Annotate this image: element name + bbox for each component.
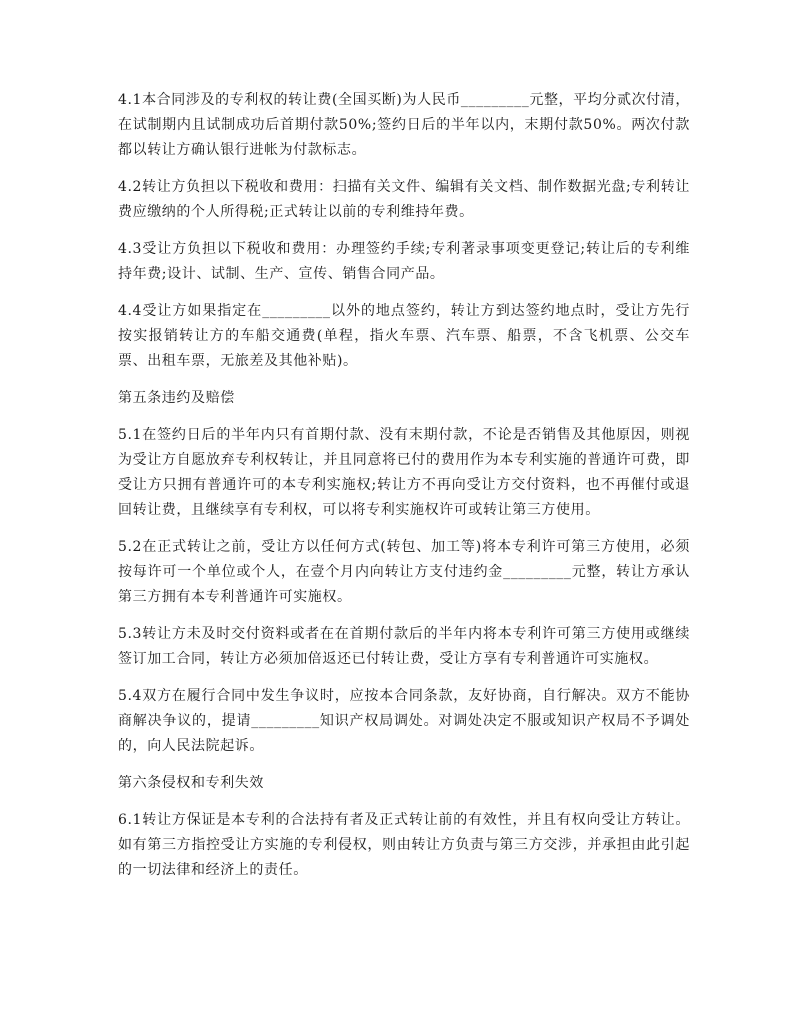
clause-5-1: 5.1在签约日后的半年内只有首期付款、没有末期付款，不论是否销售及其他原因，则视为受让方自愿放弃专利权转让，并且同意将已付的费用作为本专利实施的普通许可费，即受让方只拥有普通许可的本专利实施权;转让方不再向受让方交付资料，也不再催付或退回转让费，且继续享有专利权，可以将专利实施权许可或转让第三方使用。	[118, 427, 690, 518]
clause-5-4: 5.4双方在履行合同中发生争议时，应按本合同条款，友好协商，自行解决。双方不能协商解决争议的，提请_________知识产权局调处。对调处决定不服或知识产权局不予调处的，向人民法院起诉。	[118, 688, 690, 754]
clause-6-1: 6.1转让方保证是本专利的合法持有者及正式转让前的有效性，并且有权向受让方转让。如有第三方指控受让方实施的专利侵权，则由转让方负责与第三方交涉，并承担由此引起的一切法律和经济上的责任。	[118, 812, 690, 878]
clause-4-3: 4.3受让方负担以下税收和费用：办理签约手续;专利著录事项变更登记;转让后的专利维持年费;设计、试制、生产、宣传、销售合同产品。	[118, 241, 690, 282]
clause-4-1: 4.1本合同涉及的专利权的转让费(全国买断)为人民币_________元整，平均分贰次付清，在试制期内且试制成功后首期付款50%;签约日后的半年以内，末期付款50%。两次付款都以转让方确认银行进帐为付款标志。	[118, 92, 690, 158]
section-heading-6: 第六条侵权和专利失效	[118, 775, 264, 791]
clause-4-4: 4.4受让方如果指定在_________以外的地点签约，转让方到达签约地点时，受让方先行按实报销转让方的车船交通费(单程，指火车票、汽车票、船票，不含飞机票、公交车票、出租车票，无旅差及其他补贴)。	[118, 303, 690, 369]
clause-5-3: 5.3转让方未及时交付资料或者在在首期付款后的半年内将本专利许可第三方使用或继续签订加工合同，转让方必须加倍返还已付转让费，受让方享有专利普通许可实施权。	[118, 626, 690, 667]
clause-4-2: 4.2转让方负担以下税收和费用：扫描有关文件、编辑有关文档、制作数据光盘;专利转让费应缴纳的个人所得税;正式转让以前的专利维持年费。	[118, 179, 690, 220]
section-heading-5: 第五条违约及赔偿	[118, 390, 235, 406]
clause-5-2: 5.2在正式转让之前，受让方以任何方式(转包、加工等)将本专利许可第三方使用，必须按每许可一个单位或个人，在壹个月内向转让方支付违约金_________元整，转让方承认第三方拥有本专利普通许可实施权。	[118, 539, 690, 605]
